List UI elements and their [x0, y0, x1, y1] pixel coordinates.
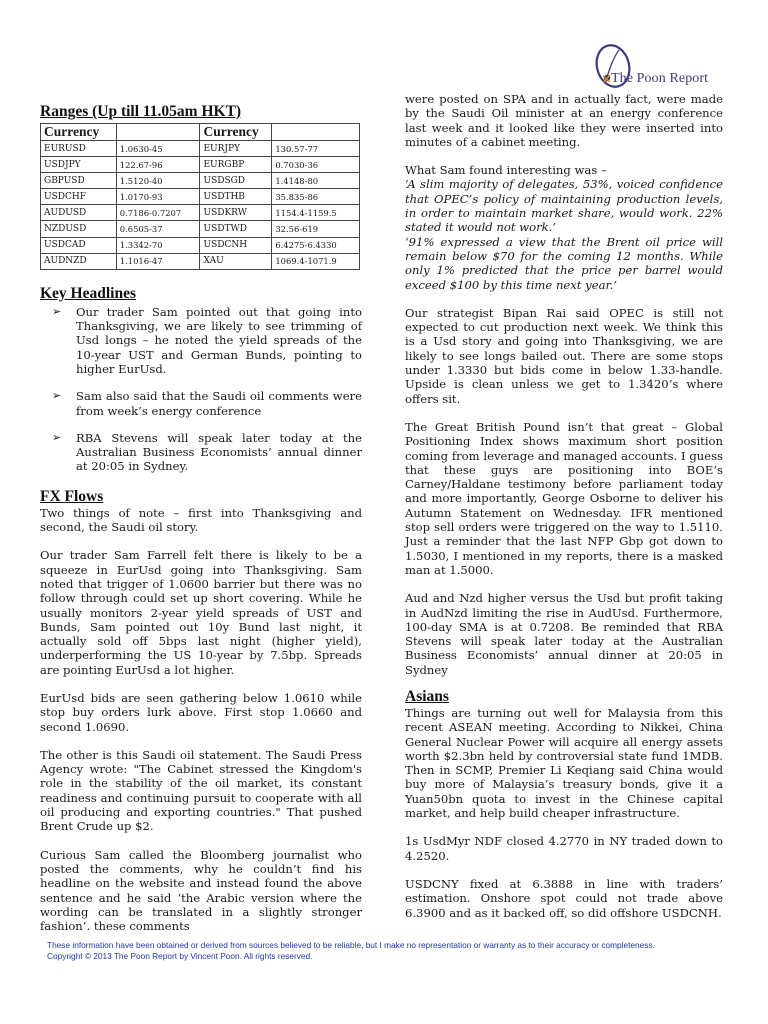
arrow-bullet-icon: ➢: [52, 389, 62, 403]
table-row: [41, 221, 360, 237]
list-item: [40, 389, 362, 418]
pair-cell: EURJPY: [200, 141, 272, 157]
pair-cell: USDJPY: [41, 157, 117, 173]
table-row: [41, 141, 360, 157]
pair-cell: EURGBP: [200, 157, 272, 173]
arrow-bullet-icon: ➢: [52, 430, 62, 444]
key-headlines-title: Key Headlines: [40, 284, 137, 302]
asians-paragraph: 1s UsdMyr NDF closed 4.2770 in NY traded down to 4.2520.: [405, 834, 723, 863]
range-cell: 122.67-96: [116, 157, 200, 173]
range-cell: 0.7030-36: [272, 157, 360, 173]
range-cell: 1069.4-1071.9: [272, 253, 360, 269]
disclaimer-text: These information have been obtained or derived from sources believed to be reliable, but I make no representation or warranty as to their accuracy or completeness.: [47, 940, 655, 950]
fx-flows-paragraph: Two things of note – first into Thanksgiving and second, the Saudi oil story.: [40, 505, 362, 535]
range-cell: 1.4148-80: [272, 173, 360, 189]
quote-intro: What Sam found interesting was –: [405, 163, 607, 178]
survey-quote: ‘A slim majority of delegates, 53%, voiced confidence that OPEC’s policy of maintaining production levels, in order to maintain market share, would work. 22% stated it would not work.’: [405, 177, 723, 235]
aud-nzd-paragraph: Aud and Nzd higher versus the Usd but profit taking in AudNzd limiting the rise in AudUsd. Furthermore, 100-day SMA is at 0.7208. Be reminded that RBA Stevens will speak later today at the Australian Business Economists’ annual dinner at 20:05 in Sydney: [405, 591, 723, 677]
range-cell: 1.3342-70: [116, 237, 200, 253]
survey-quote: ‘91% expressed a view that the Brent oil price will remain below $70 for the coming 12 months. While only 1% predicted that the price per barrel would exceed $100 by this time next year.’: [405, 234, 723, 292]
range-cell: 35.835-86: [272, 189, 360, 205]
asians-paragraph: Things are turning out well for Malaysia from this recent ASEAN meeting. According to Nikkei, China General Nuclear Power will acquire all energy assets worth $2.3bn held by controversial state fund 1MDB. Then in SCMP, Premier Li Keqiang said China would buy more of Malaysia’s treasury bonds, give it a Yuan50bn quota to invest in the Chinese capital market, and help build cheaper infrastructure.: [405, 705, 723, 821]
list-item: [40, 431, 362, 474]
opec-paragraph: Our strategist Bipan Rai said OPEC is still not expected to cut production next week. We think this is a Usd story and going into Thanksgiving, we are likely to see longs bailed out. There are some stops under 1.3330 but bids come in below 1.33-handle. Upside is clean unless we get to 1.3420’s where offers sit.: [405, 305, 723, 406]
table-row: [41, 205, 360, 221]
pair-cell: USDCHF: [41, 189, 117, 205]
fx-flows-paragraph: EurUsd bids are seen gathering below 1.0610 while stop buy orders lurk above. First stop 1.0660 and second 1.0690.: [40, 690, 362, 734]
range-cell: 1154.4-1159.5: [272, 205, 360, 221]
asians-title: Asians: [405, 687, 449, 705]
fx-flows-paragraph: Curious Sam called the Bloomberg journalist who posted the comments, why he couldn’t find his headline on the website and instead found the above sentence and he said ‘the Arabic version where the wording can be translated in a slightly stronger fashion’. these comments: [40, 847, 362, 934]
pair-cell: USDKRW: [200, 205, 272, 221]
logo-text: The Poon Report: [611, 71, 709, 86]
table-row: [41, 157, 360, 173]
pair-cell: USDTWD: [200, 221, 272, 237]
currency-header: Currency: [41, 124, 117, 141]
pair-cell: USDCNH: [200, 237, 272, 253]
arrow-bullet-icon: ➢: [52, 304, 62, 318]
range-cell: 1.0630-45: [116, 141, 200, 157]
asians-paragraph: USDCNY fixed at 6.3888 in line with traders’ estimation. Onshore spot could not trade above 6.3900 and as it backed off, so did offshore USDCNH.: [405, 876, 723, 920]
gbp-paragraph: The Great British Pound isn’t that great – Global Positioning Index shows maximum short position coming from leverage and managed accounts. I guess that these guys are positioning into BOE’s Carney/Haldane testimony before parliament today and more importantly, George Osborne to deliver his Autumn Statement on Wednesday. IFR mentioned stop sell orders were triggered on the way to 1.5110. Just a reminder that the last NFP Gbp got down to 1.5030, I mentioned in my reports, there is a masked man at 1.5000.: [405, 419, 723, 577]
fx-flows-paragraph: The other is this Saudi oil statement. The Saudi Press Agency wrote: "The Cabinet stressed the Kingdom's role in the stability of the oil market, its constant readiness and continuing pursuit to cooperate with all oil producing and exporting countries." That pushed Brent Crude up $2.: [40, 747, 362, 834]
pair-cell: EURUSD: [41, 141, 117, 157]
range-cell: 1.0170-93: [116, 189, 200, 205]
right-column: [405, 92, 723, 920]
continuation-paragraph: were posted on SPA and in actually fact, were made by the Saudi Oil minister at an energy conference last week and it looked like they were inserted into minutes of a cabinet meeting.: [405, 92, 723, 149]
fx-flows-paragraph: Our trader Sam Farrell felt there is likely to be a squeeze in EurUsd going into Thanksgiving. Sam noted that trigger of 1.0600 barrier but there was no follow through could set up short covering. While he usually monitors 2-year yield spreads of UST and Bunds, Sam pointed out 10y Bund last night, it actually sold off 5bps last night (higher yield), underperforming the US 10-year by 7.5bp. Spreads are pointing EurUsd a lot higher.: [40, 548, 362, 677]
value-header: [272, 124, 360, 141]
headline-text: RBA Stevens will speak later today at the Australian Business Economists’ annual dinner at 20:05 in Sydney.: [76, 430, 362, 474]
pair-cell: USDSGD: [200, 173, 272, 189]
fx-flows-title: FX Flows: [40, 487, 104, 505]
ranges-header-row: [41, 124, 360, 141]
pair-cell: AUDUSD: [41, 205, 117, 221]
pair-cell: NZDUSD: [41, 221, 117, 237]
table-row: [41, 173, 360, 189]
table-row: [41, 189, 360, 205]
pair-cell: USDCAD: [41, 237, 117, 253]
value-header: [116, 124, 200, 141]
range-cell: 0.7186-0.7207: [116, 205, 200, 221]
range-cell: 6.4275-6.4330: [272, 237, 360, 253]
currency-header: Currency: [200, 124, 272, 141]
list-item: [40, 305, 362, 376]
headline-text: Sam also said that the Saudi oil comments were from week’s energy conference: [76, 389, 362, 418]
pair-cell: USDTHB: [200, 189, 272, 205]
range-cell: 1.1016-47: [116, 253, 200, 269]
range-cell: 1.5120-40: [116, 173, 200, 189]
key-headlines-list: [40, 305, 362, 474]
pair-cell: GBPUSD: [41, 173, 117, 189]
ranges-table: [40, 123, 360, 270]
range-cell: 130.57-77: [272, 141, 360, 157]
pair-cell: AUDNZD: [41, 253, 117, 269]
ranges-title: Ranges (Up till 11.05am HKT): [40, 103, 242, 120]
footer: [47, 940, 737, 962]
range-cell: 0.6505-37: [116, 221, 200, 237]
pair-cell: XAU: [200, 253, 272, 269]
left-column: [40, 102, 362, 933]
copyright-text: Copyright © 2013 The Poon Report by Vincent Poon. All rights reserved.: [47, 951, 313, 961]
range-cell: 32.56-619: [272, 221, 360, 237]
headline-text: Our trader Sam pointed out that going into Thanksgiving, we are likely to see trimming of Usd longs – he noted the yield spreads of the 10-year UST and German Bunds, pointing to higher EurUsd.: [76, 304, 362, 376]
table-row: [41, 253, 360, 269]
table-row: [41, 237, 360, 253]
